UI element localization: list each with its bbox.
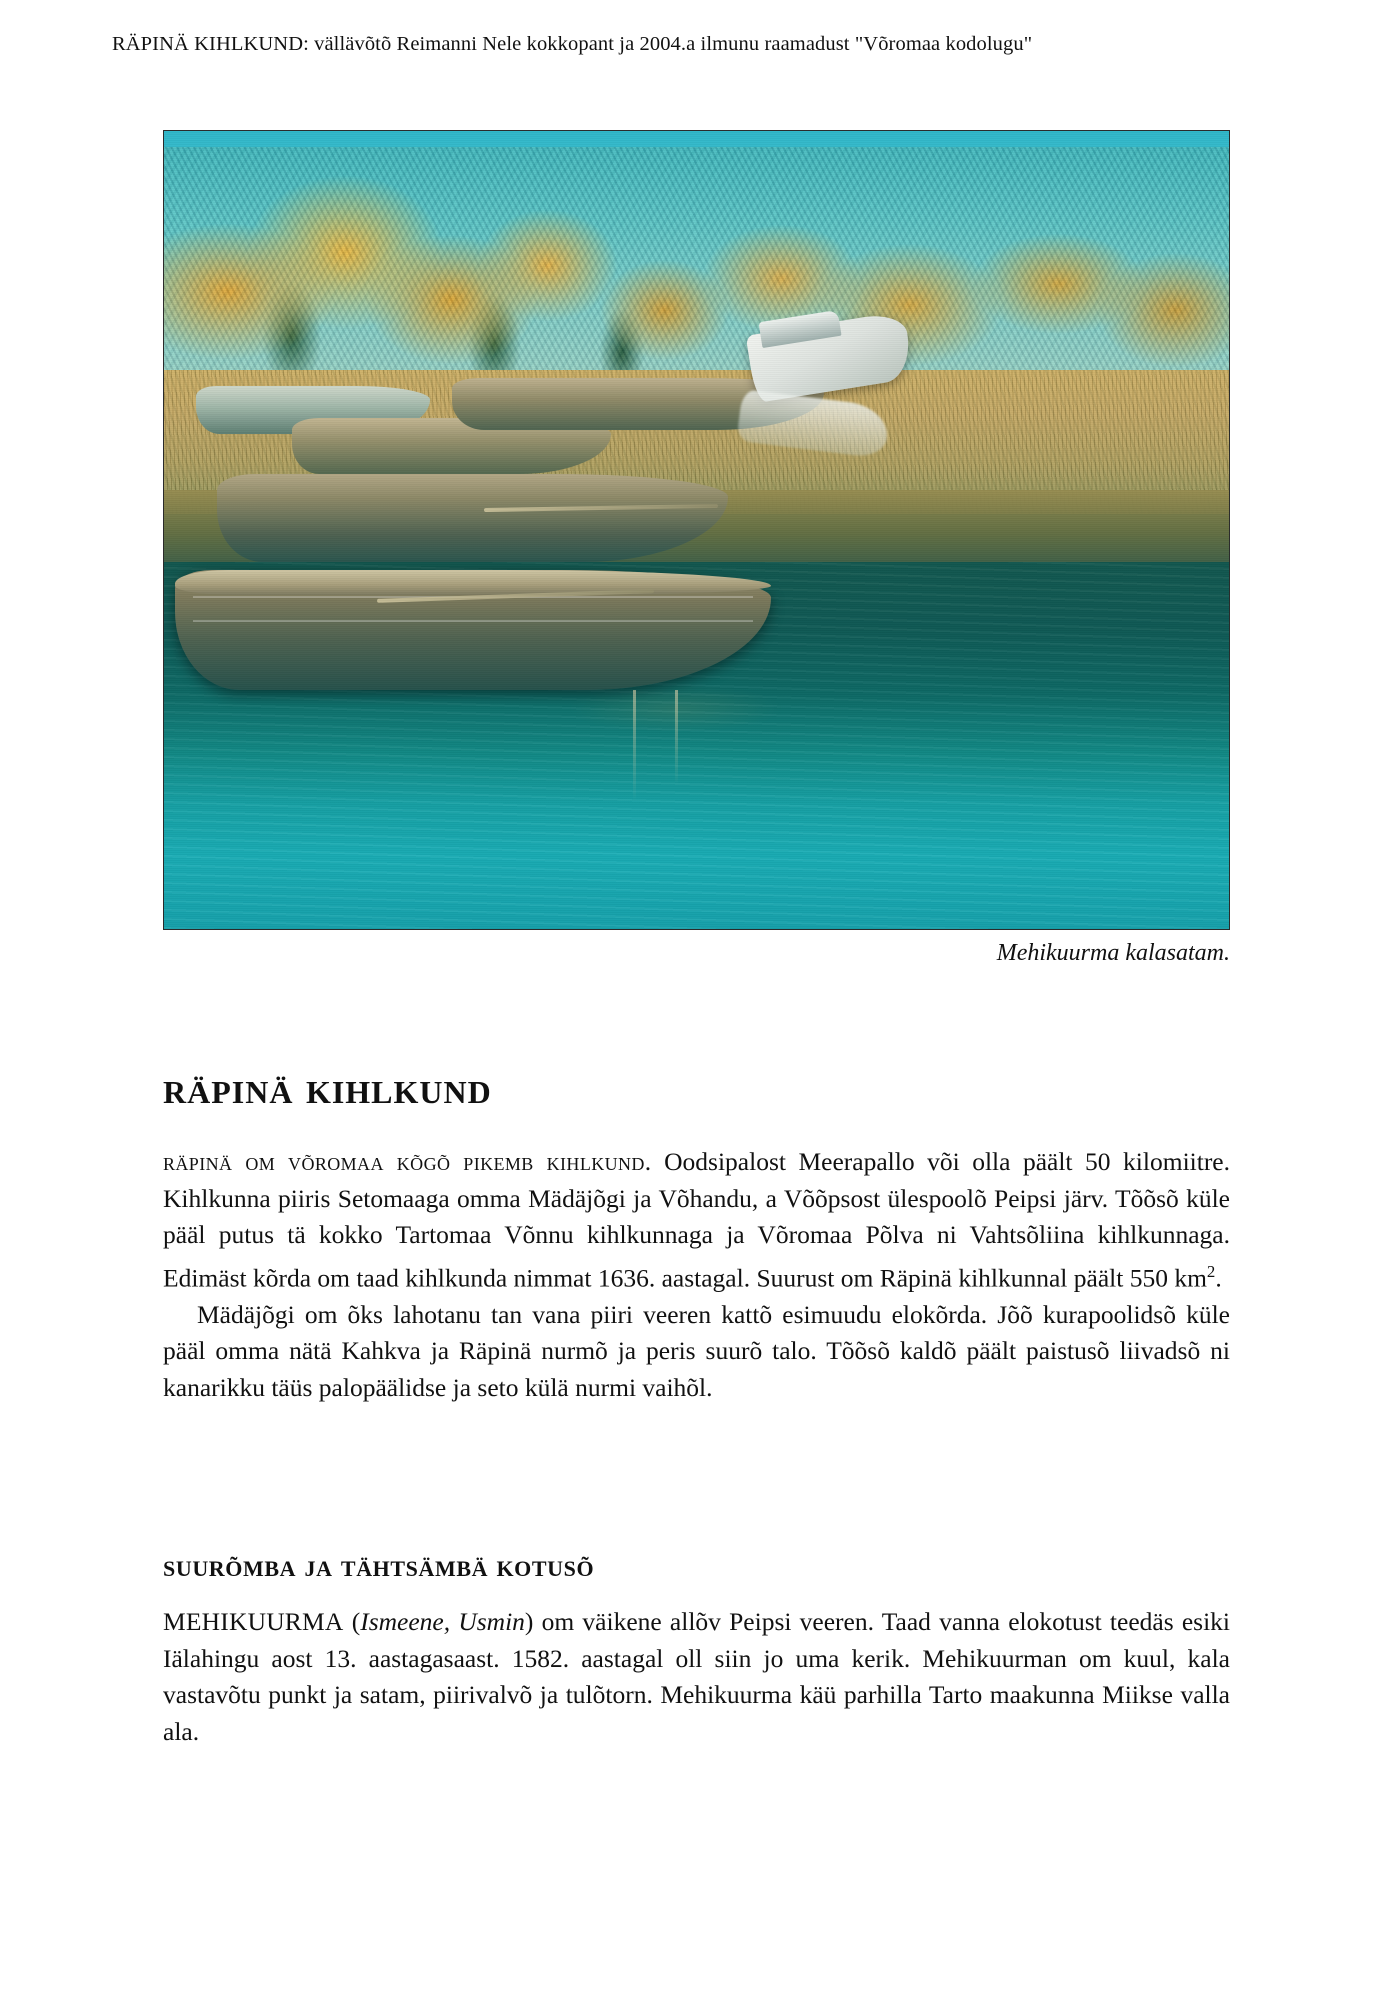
photo-boat-strake [193,620,754,622]
photo-boat-middle [217,474,728,562]
page-title: räpinä kihlkund [163,1061,492,1113]
photo-boat-gunwale [175,570,771,596]
photo-pole-reflection [633,690,636,802]
paragraph-intro-tail: . [1215,1263,1222,1293]
paragraph-madajogi: Mädäjõgi om õks lahotanu tan vana piiri veeren kattõ esimuudu elokõrda. Jõõ kurapoolidsõ küle pääl omma nätä Kahkva ja Räpinä nurmõ ja peris suurõ talo. Tõõsõ kaldõ päält paistusõ liivadsõ ni kanarikku täüs palopäälidse ja seto külä nurmi vaihõl. [163,1299,1230,1403]
open-paren: ( [343,1607,361,1636]
figure-caption: Mehikuurma kalasatam. [996,940,1230,966]
photo-pole-reflection [675,690,678,786]
section-one-body [163,1144,1230,1407]
figure-mehikuurma-kalasatam [163,130,1230,930]
photograph [163,130,1230,930]
paragraph-mehikuurma [163,1604,1230,1750]
paragraph-intro [163,1144,1230,1297]
section-subheading: suurõmba ja tähtsämbä kotusõ [163,1547,595,1583]
paragraph-mehikuurma-text: om väikene allõv Peipsi veeren. Taad vanna elokotust teedäs esiki Iälahingu aost 13. aastagasaast. 1582. aastagal oll siin jo uma kerik. Mehikuurman om kuul, kala vastavõtu punkt ja satam, piirivalvõ ja tulõtorn. Mehikuurma käü parhilla Tarto maakunna Miikse valla ala. [163,1607,1230,1746]
paragraph-intro-text: Oodsipalost Meerapallo või olla päält 50 kilomiitre. Kihlkunna piiris Setomaaga omma Mädäjõgi ja Võhandu, a Võõpsost ülespoolõ Peipsi järv. Tõõsõ küle pääl putus tä kokko Tartomaa Võnnu kihlkunnaga ja Võromaa Põlva ni Vahtsõliina kihlkunnaga. Edimäst kõrda om taad kihlkunda nimmat 1636. aastagal. Suurust om Räpinä kihlkunnal päält 550 km [163,1147,1231,1293]
place-name-mehikuurma: MEHIKUURMA [163,1607,344,1636]
paragraph-lead-smallcaps: räpinä om võromaa kõgõ pikemb kihlkund. [163,1147,652,1176]
close-paren: ) [524,1607,534,1636]
running-header: RÄPINÄ KIHLKUND: vällävõtõ Reimanni Nele kokkopant ja 2004.a ilmunu raamadust "Võromaa kodolugu" [112,33,1033,55]
section-two-body [163,1604,1230,1750]
area-superscript: 2 [1206,1261,1216,1281]
place-alt-names: Ismeene, Usmin [360,1607,525,1636]
